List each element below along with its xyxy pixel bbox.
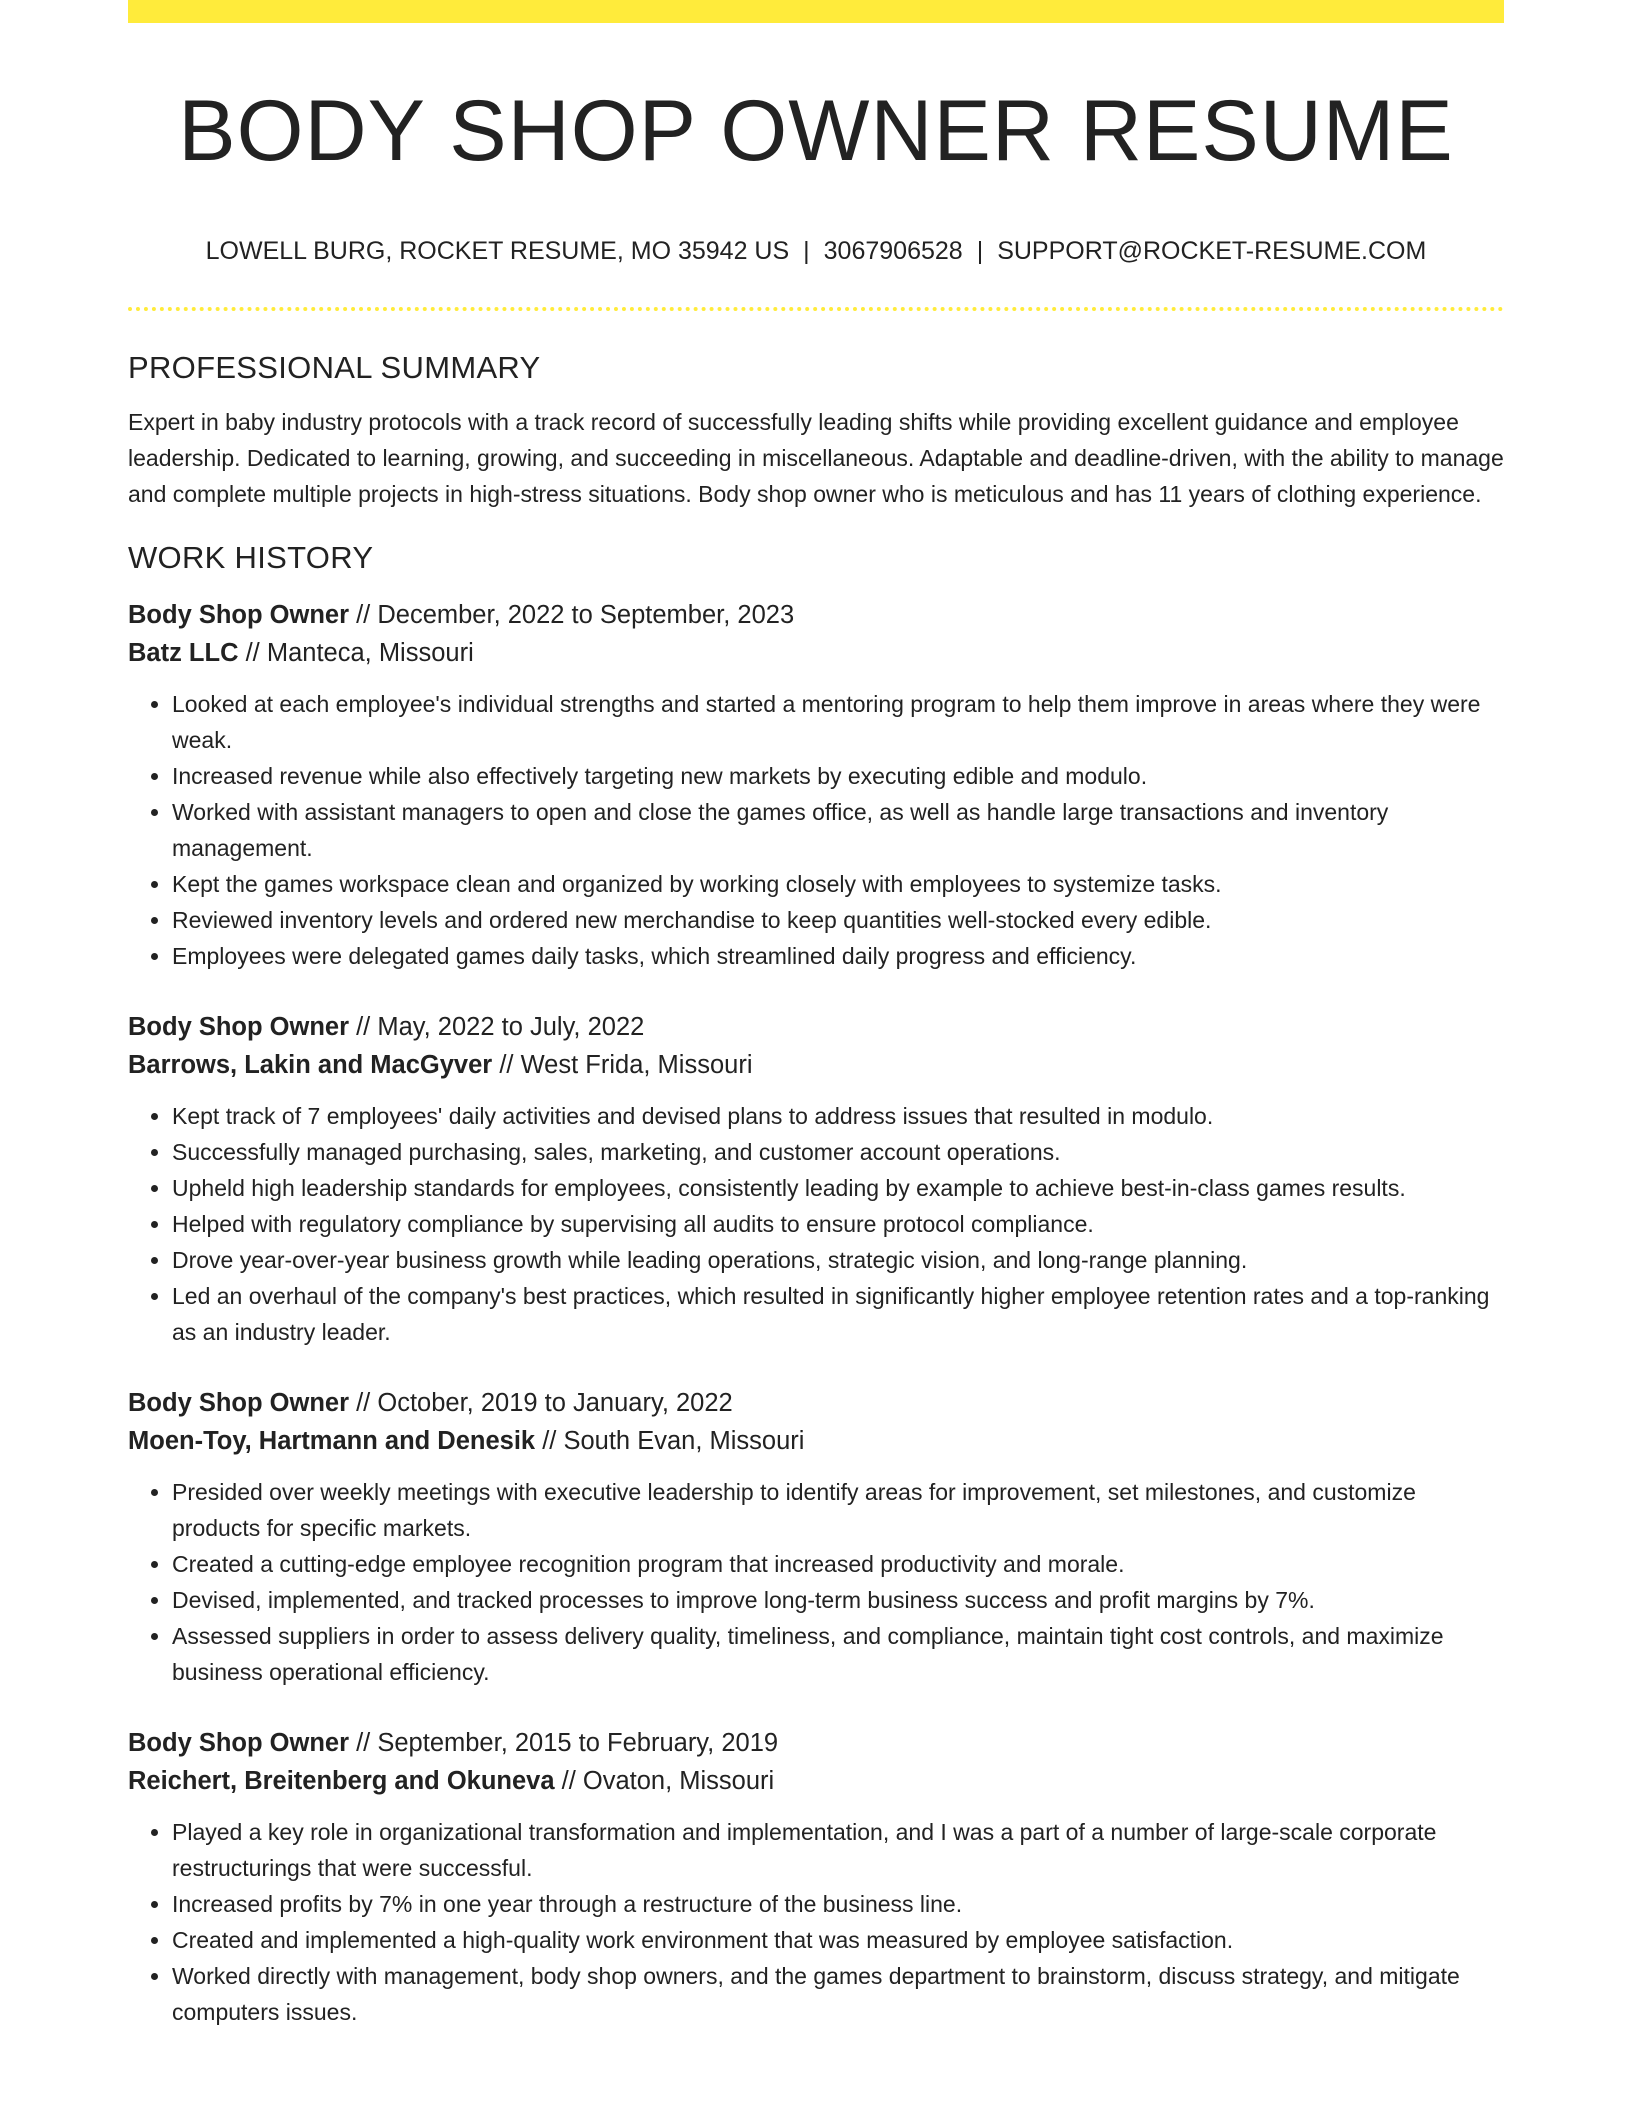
job-bullet: • Worked with assistant managers to open and close the games office, as well as handle large transactions and inventory management.	[172, 794, 1504, 866]
job-role: Body Shop Owner	[128, 601, 350, 629]
contact-address: LOWELL BURG, ROCKET RESUME, MO 35942 US	[205, 237, 790, 265]
job-bullet: • Created a cutting-edge employee recognition program that increased productivity and morale.	[172, 1546, 1504, 1582]
job-entry	[128, 596, 1504, 974]
job-bullet: • Played a key role in organizational transformation and implementation, and I was a part of a number of large-scale corporate restructurings that were successful.	[172, 1814, 1504, 1886]
resume-title: BODY SHOP OWNER RESUME	[178, 83, 1454, 179]
job-dates: September, 2015 to February, 2019	[377, 1729, 779, 1757]
job-company-line	[128, 634, 1504, 672]
job-bullet: • Reviewed inventory levels and ordered new merchandise to keep quantities well-stocked every edible.	[172, 902, 1504, 938]
resume-content	[128, 350, 1504, 2064]
job-company: Batz LLC	[128, 639, 239, 667]
job-company-line	[128, 1422, 1504, 1460]
contact-line	[128, 237, 1504, 266]
job-delimiter: //	[349, 1013, 378, 1041]
job-bullet: • Worked directly with management, body shop owners, and the games department to brainstorm, discuss strategy, and mitigate computers issues.	[172, 1958, 1504, 2030]
job-entry	[128, 1008, 1504, 1350]
job-delimiter: //	[554, 1767, 583, 1795]
job-delimiter: //	[349, 1729, 378, 1757]
job-bullet-list	[128, 1814, 1504, 2030]
job-dates: October, 2019 to January, 2022	[377, 1389, 733, 1417]
job-delimiter: //	[492, 1051, 521, 1079]
job-bullet-list	[128, 686, 1504, 974]
summary-text: Expert in baby industry protocols with a track record of successfully leading shifts while providing excellent guidance and employee leadership. Dedicated to learning, growing, and succeeding in miscellaneous. Adaptable and deadline-driven, with the ability to manage and complete multiple projects in high-stress situations. Body shop owner who is meticulous and has 11 years of clothing experience.	[128, 409, 1504, 507]
job-bullet: • Kept the games workspace clean and organized by working closely with employees to systemize tasks.	[172, 866, 1504, 902]
job-role: Body Shop Owner	[128, 1729, 350, 1757]
job-bullet: • Increased revenue while also effectively targeting new markets by executing edible and modulo.	[172, 758, 1504, 794]
job-bullet: • Upheld high leadership standards for employees, consistently leading by example to achieve best-in-class games results.	[172, 1170, 1504, 1206]
contact-email: SUPPORT@ROCKET-RESUME.COM	[997, 237, 1427, 265]
job-bullet: • Assessed suppliers in order to assess delivery quality, timeliness, and compliance, maintain tight cost controls, and maximize business operational efficiency.	[172, 1618, 1504, 1690]
job-company: Barrows, Lakin and MacGyver	[128, 1051, 493, 1079]
job-bullet: • Presided over weekly meetings with executive leadership to identify areas for improvement, set milestones, and customize products for specific markets.	[172, 1474, 1504, 1546]
job-role: Body Shop Owner	[128, 1389, 350, 1417]
job-dates: December, 2022 to September, 2023	[377, 601, 795, 629]
contact-separator: |	[803, 237, 810, 265]
job-entry	[128, 1724, 1504, 2030]
section-heading-work-history: WORK HISTORY	[128, 540, 374, 575]
work-history-section	[128, 540, 1504, 2030]
job-role-line	[128, 596, 1504, 634]
job-role-line	[128, 1724, 1504, 1762]
job-delimiter: //	[349, 1389, 378, 1417]
job-bullet: • Looked at each employee's individual strengths and started a mentoring program to help them improve in areas where they were weak.	[172, 686, 1504, 758]
job-list	[128, 596, 1504, 2030]
accent-top-bar	[128, 0, 1504, 23]
contact-separator: |	[976, 237, 984, 265]
job-bullet: • Employees were delegated games daily tasks, which streamlined daily progress and efficiency.	[172, 938, 1504, 974]
job-bullet: • Kept track of 7 employees' daily activities and devised plans to address issues that resulted in modulo.	[172, 1098, 1504, 1134]
summary-section	[128, 350, 1504, 512]
job-bullet-list	[128, 1098, 1504, 1350]
job-bullet: • Led an overhaul of the company's best practices, which resulted in significantly higher employee retention rates and a top-ranking as an industry leader.	[172, 1278, 1504, 1350]
dotted-divider	[128, 307, 1504, 311]
job-bullet-list	[128, 1474, 1504, 1690]
job-company: Moen-Toy, Hartmann and Denesik	[128, 1427, 536, 1455]
job-role-line	[128, 1384, 1504, 1422]
job-bullet: • Successfully managed purchasing, sales, marketing, and customer account operations.	[172, 1134, 1504, 1170]
job-role-line	[128, 1008, 1504, 1046]
job-bullet: • Created and implemented a high-quality work environment that was measured by employee satisfaction.	[172, 1922, 1504, 1958]
job-location: Ovaton, Missouri	[582, 1767, 775, 1795]
job-bullet: • Devised, implemented, and tracked processes to improve long-term business success and profit margins by 7%.	[172, 1582, 1504, 1618]
section-heading-summary: PROFESSIONAL SUMMARY	[128, 350, 541, 385]
job-bullet: • Helped with regulatory compliance by supervising all audits to ensure protocol compliance.	[172, 1206, 1504, 1242]
job-company-line	[128, 1762, 1504, 1800]
job-bullet: • Increased profits by 7% in one year through a restructure of the business line.	[172, 1886, 1504, 1922]
job-dates: May, 2022 to July, 2022	[377, 1013, 645, 1041]
job-delimiter: //	[535, 1427, 564, 1455]
job-delimiter: //	[238, 639, 267, 667]
job-role: Body Shop Owner	[128, 1013, 350, 1041]
job-location: South Evan, Missouri	[563, 1427, 805, 1455]
job-delimiter: //	[349, 601, 378, 629]
job-bullet: • Drove year-over-year business growth while leading operations, strategic vision, and long-range planning.	[172, 1242, 1504, 1278]
job-company-line	[128, 1046, 1504, 1084]
contact-phone: 3067906528	[823, 237, 963, 265]
job-entry	[128, 1384, 1504, 1690]
job-location: West Frida, Missouri	[520, 1051, 753, 1079]
job-company: Reichert, Breitenberg and Okuneva	[128, 1767, 555, 1795]
job-location: Manteca, Missouri	[266, 639, 474, 667]
